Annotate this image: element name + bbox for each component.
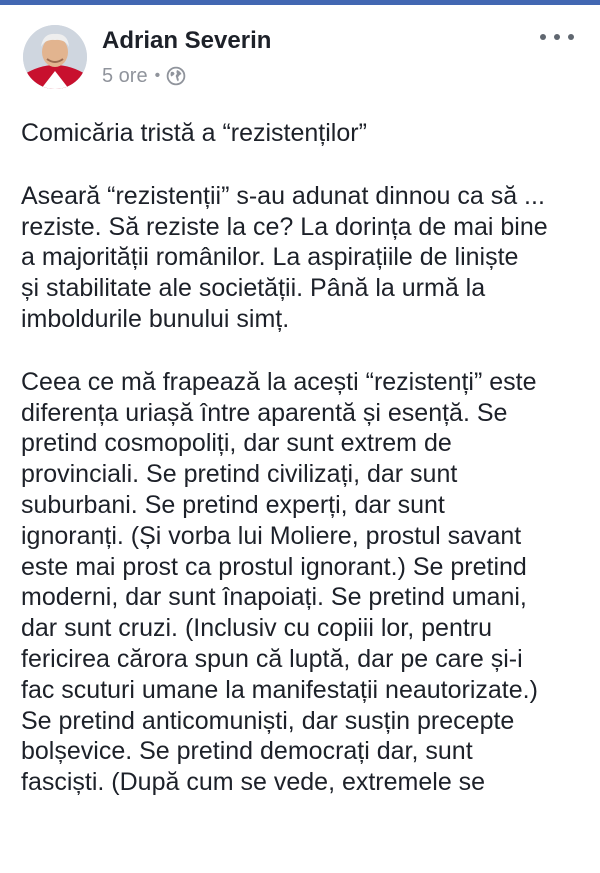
globe-icon[interactable] — [166, 66, 186, 86]
post-time[interactable]: 5 ore — [102, 64, 148, 87]
text-line: și stabilitate ale societății. Până la urmă la — [21, 274, 486, 303]
avatar[interactable] — [23, 25, 87, 89]
text-line: este mai prost ca prostul ignorant.) Se pretind — [21, 552, 527, 581]
paragraph-2 — [21, 367, 593, 798]
more-options-icon[interactable] — [540, 27, 574, 47]
text-line: provinciali. Se pretind civilizați, dar sunt — [21, 460, 458, 489]
post-content — [21, 118, 593, 830]
avatar-image — [23, 25, 87, 89]
text-line: bolșevice. Se pretind democrați dar, sunt — [21, 737, 473, 766]
text-line: reziste. Să reziste la ce? La dorința de mai bine — [21, 212, 548, 241]
text-line: imboldurile bunului simț. — [21, 304, 290, 333]
facebook-post — [0, 5, 600, 873]
text-line: fericirea cărora spun că luptă, dar pe care și-i — [21, 644, 523, 673]
text-line: moderni, dar sunt înapoiați. Se pretind umani, — [21, 583, 527, 612]
text-line: fasciști. (După cum se vede, extremele se — [21, 768, 486, 797]
author-name[interactable]: Adrian Severin — [102, 27, 272, 54]
post-meta — [102, 64, 186, 88]
text-line: fac scuturi umane la manifestații neautorizate.) — [21, 675, 538, 704]
paragraph-1 — [21, 181, 593, 335]
text-line: Ceea ce mă frapează la acești “rezistenți” este — [21, 367, 537, 396]
text-line: Aseară “rezistenții” s-au adunat dinnou ca să ... — [21, 181, 545, 210]
text-line: diferența uriașă între aparentă și esență. Se — [21, 398, 508, 427]
text-line: suburbani. Se pretind experți, dar sunt — [21, 490, 445, 519]
text-line: a majorității românilor. La aspirațiile de liniște — [21, 243, 519, 272]
post-title: Comicăria tristă a “rezistenților” — [21, 119, 367, 147]
text-line: ignoranți. (Și vorba lui Moliere, prostul savant — [21, 521, 522, 550]
text-line: Se pretind anticomuniști, dar susțin precepte — [21, 706, 515, 735]
text-line: dar sunt cruzi. (Inclusiv cu copiii lor, pentru — [21, 614, 493, 643]
meta-separator: • — [154, 67, 161, 84]
text-line: pretind cosmopoliți, dar sunt extrem de — [21, 429, 452, 458]
